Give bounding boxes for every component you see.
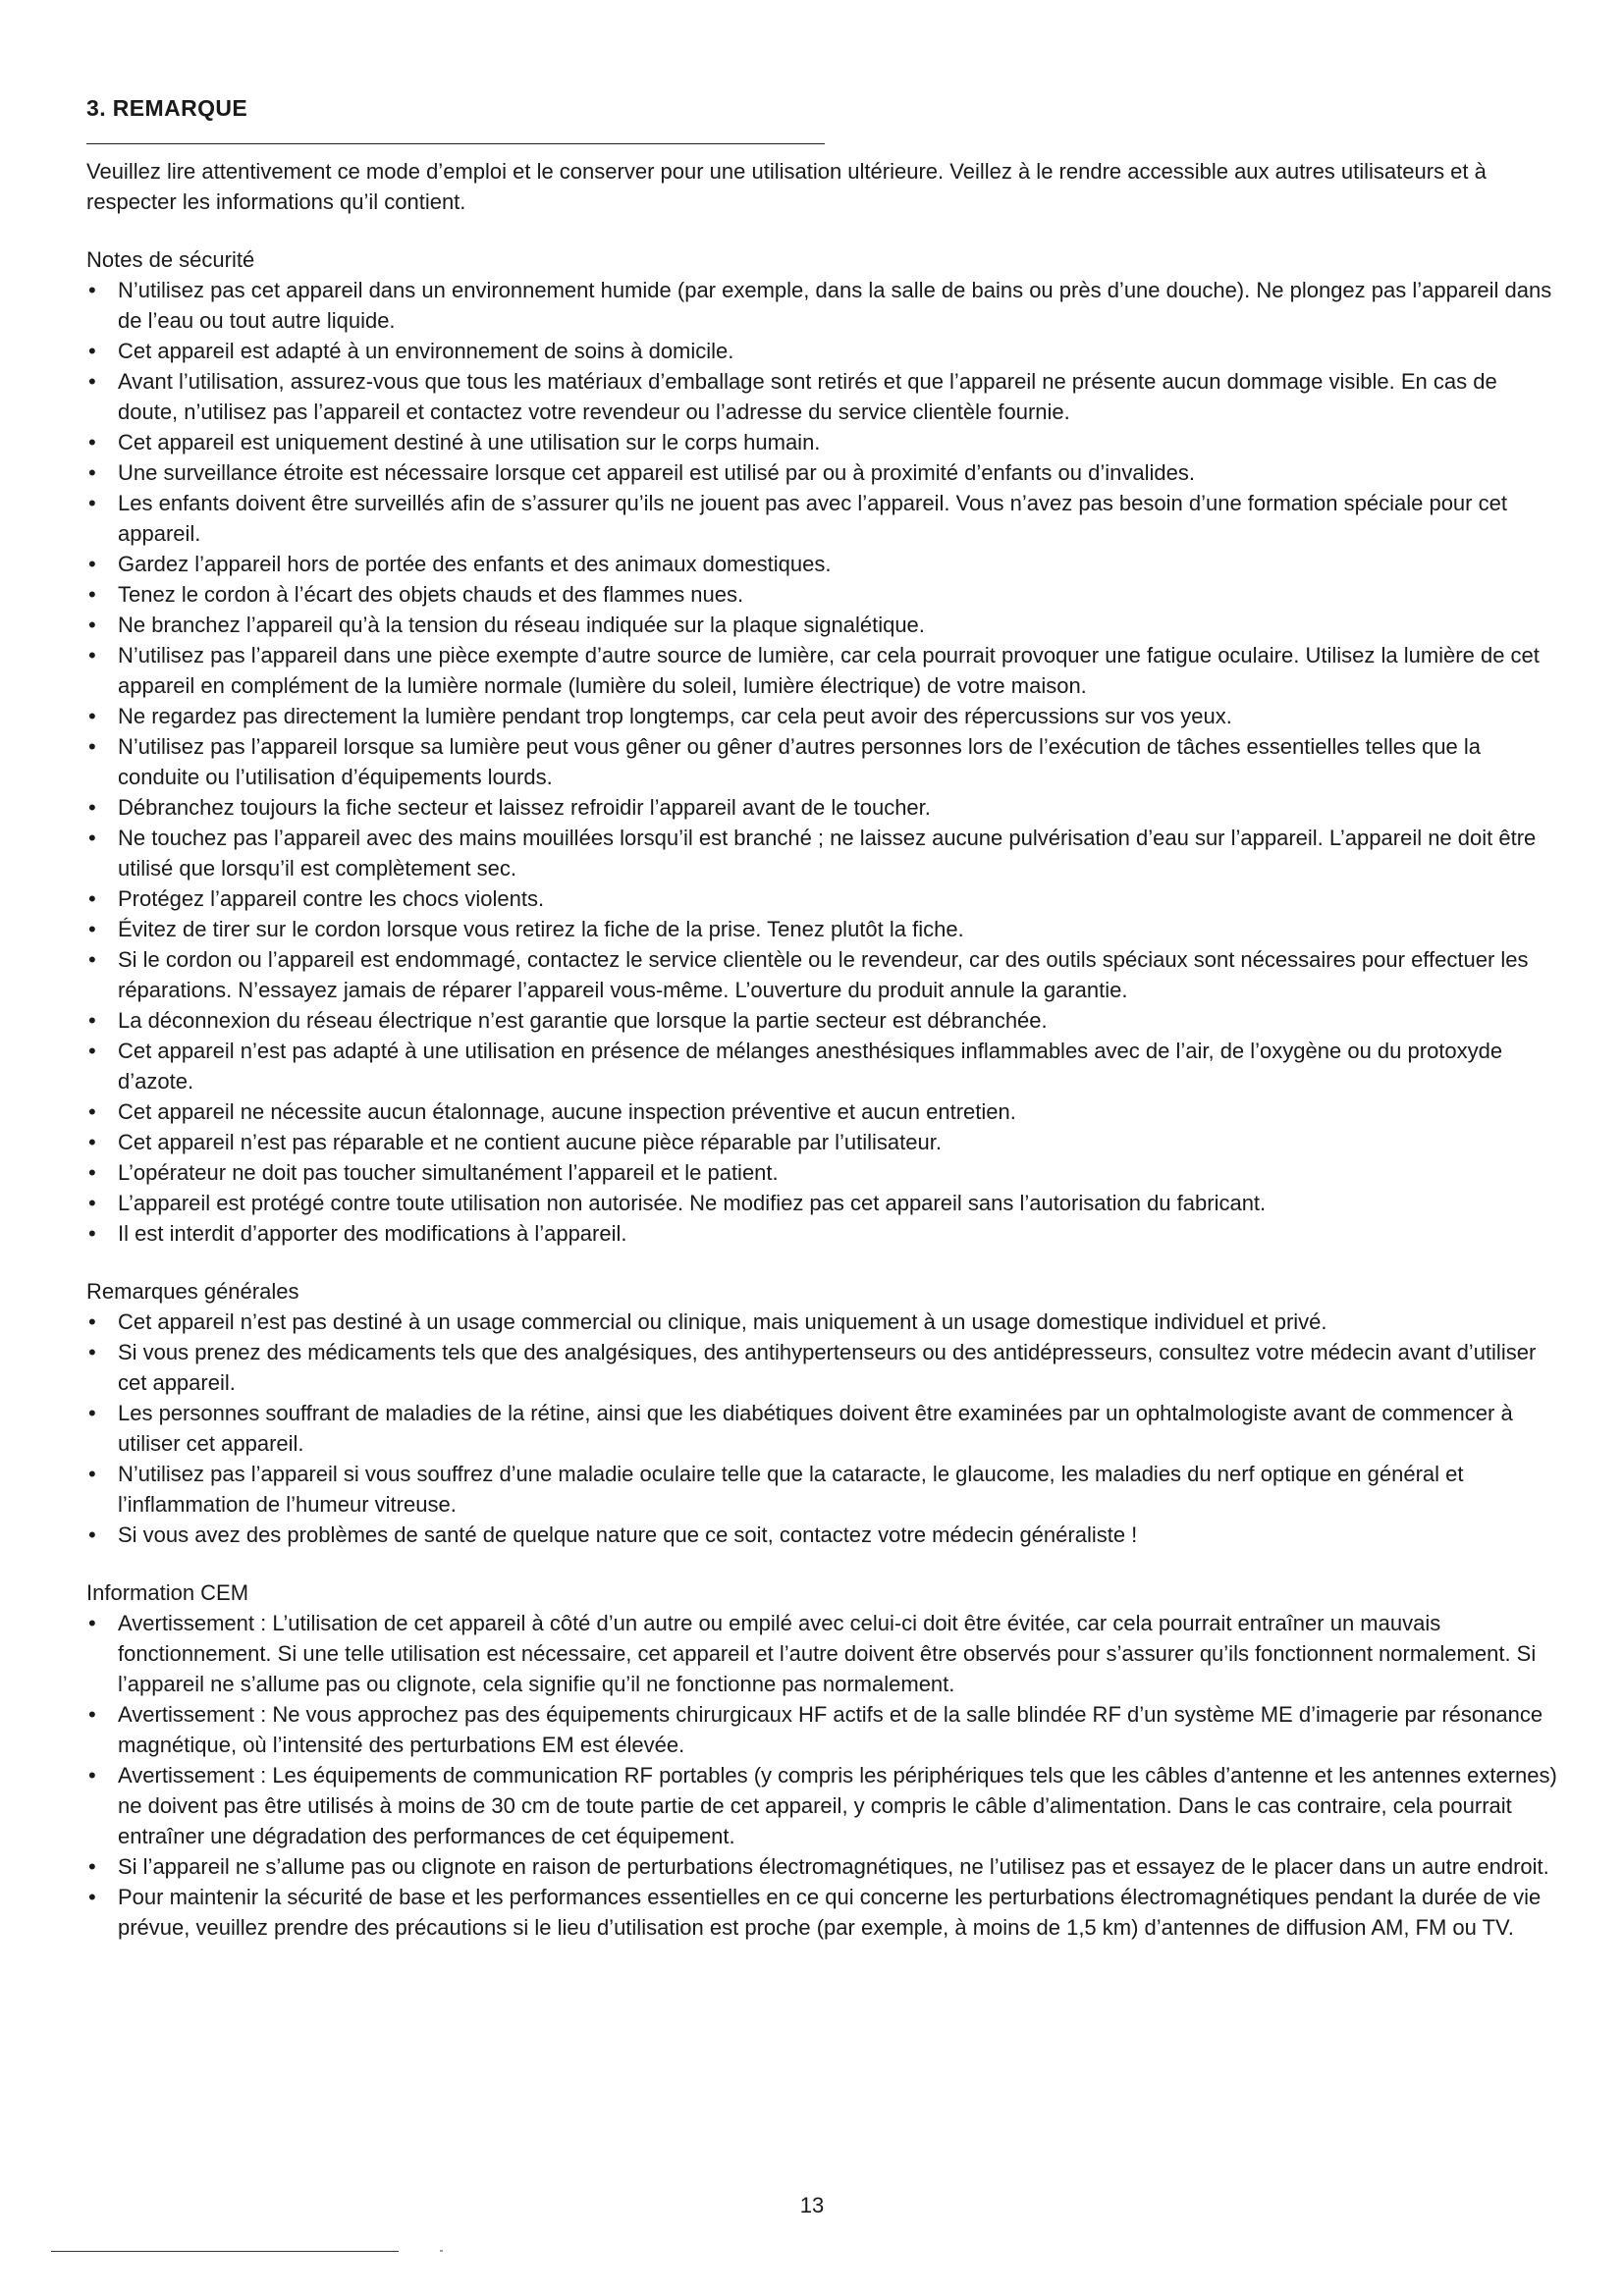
list-item: • Protégez l’appareil contre les chocs violents. (86, 883, 1559, 914)
bullet-list (86, 1608, 1559, 1943)
list-item: • Évitez de tirer sur le cordon lorsque vous retirez la fiche de la prise. Tenez plutôt la fiche. (86, 914, 1559, 944)
list-item: • Cet appareil ne nécessite aucun étalonnage, aucune inspection préventive et aucun entretien. (86, 1096, 1559, 1127)
list-item: • Ne branchez l’appareil qu’à la tension du réseau indiquée sur la plaque signalétique. (86, 610, 1559, 640)
list-item: • Les personnes souffrant de maladies de la rétine, ainsi que les diabétiques doivent être examinées par un ophtalmologiste avant de commencer à utiliser cet appareil. (86, 1398, 1559, 1459)
list-item: • Cet appareil est adapté à un environnement de soins à domicile. (86, 336, 1559, 366)
list-item: • Avertissement : Les équipements de communication RF portables (y compris les périphériques tels que les câbles d’antenne et les antennes externes) ne doivent pas être utilisés à moins de 30 cm de toute partie de cet appareil, y compris le câble d’alimentation. Dans le cas contraire, cela pourrait entraîner une dégradation des performances de cet équipement. (86, 1760, 1559, 1851)
list-item: • Débranchez toujours la fiche secteur et laissez refroidir l’appareil avant de le toucher. (86, 792, 1559, 823)
list-item: • Si vous prenez des médicaments tels que des analgésiques, des antihypertenseurs ou des antidépresseurs, consultez votre médecin avant d’utiliser cet appareil. (86, 1337, 1559, 1398)
section-safety-notes (86, 244, 1559, 1249)
bullet-list (86, 275, 1559, 1249)
list-item: • Si l’appareil ne s’allume pas ou clignote en raison de perturbations électromagnétiques, ne l’utilisez pas et essayez de le placer dans un autre endroit. (86, 1851, 1559, 1882)
list-item: • La déconnexion du réseau électrique n’est garantie que lorsque la partie secteur est débranchée. (86, 1005, 1559, 1036)
list-item: • Ne regardez pas directement la lumière pendant trop longtemps, car cela peut avoir des répercussions sur vos yeux. (86, 701, 1559, 731)
footer-mark (440, 2250, 443, 2252)
list-item: • Les enfants doivent être surveillés afin de s’assurer qu’ils ne jouent pas avec l’appareil. Vous n’avez pas besoin d’une formation spéciale pour cet appareil. (86, 488, 1559, 549)
section-heading: 3. REMARQUE (86, 95, 248, 121)
list-item: • Gardez l’appareil hors de portée des enfants et des animaux domestiques. (86, 549, 1559, 579)
list-item: • Si vous avez des problèmes de santé de quelque nature que ce soit, contactez votre médecin généraliste ! (86, 1520, 1559, 1550)
list-item: • Cet appareil n’est pas adapté à une utilisation en présence de mélanges anesthésiques inflammables avec de l’air, de l’oxygène ou du protoxyde d’azote. (86, 1036, 1559, 1096)
list-item: • N’utilisez pas l’appareil lorsque sa lumière peut vous gêner ou gêner d’autres personnes lors de l’exécution de tâches essentielles telles que la conduite ou l’utilisation d’équipements lourds. (86, 731, 1559, 792)
list-item: • Avertissement : Ne vous approchez pas des équipements chirurgicaux HF actifs et de la salle blindée RF d’un système ME d’imagerie par résonance magnétique, où l’intensité des perturbations EM est élevée. (86, 1699, 1559, 1760)
section-title: Remarques générales (86, 1279, 299, 1304)
list-item: • Avertissement : L’utilisation de cet appareil à côté d’un autre ou empilé avec celui-ci doit être évitée, car cela pourrait entraîner un mauvais fonctionnement. Si une telle utilisation est nécessaire, cet appareil et l’autre doivent être observés pour s’assurer qu’ils fonctionnent normalement. Si l’appareil ne s’allume pas ou clignote, cela signifie qu’il ne fonctionne pas normalement. (86, 1608, 1559, 1699)
section-general-remarks (86, 1276, 1559, 1550)
list-item: • Une surveillance étroite est nécessaire lorsque cet appareil est utilisé par ou à proximité d’enfants ou d’invalides. (86, 457, 1559, 488)
list-item: • Pour maintenir la sécurité de base et les performances essentielles en ce qui concerne les perturbations électromagnétiques pendant la durée de vie prévue, veuillez prendre des précautions si le lieu d’utilisation est proche (par exemple, à moins de 1,5 km) d’antennes de diffusion AM, FM ou TV. (86, 1882, 1559, 1943)
document-page (86, 94, 1559, 1943)
intro-paragraph: Veuillez lire attentivement ce mode d’emploi et le conserver pour une utilisation ultérieure. Veillez à le rendre accessible aux autres utilisateurs et à respecter les informations qu’il contient. (86, 159, 1487, 214)
list-item: • Tenez le cordon à l’écart des objets chauds et des flammes nues. (86, 579, 1559, 610)
list-item: • N’utilisez pas cet appareil dans un environnement humide (par exemple, dans la salle de bains ou près d’une douche). Ne plongez pas l’appareil dans de l’eau ou tout autre liquide. (86, 275, 1559, 336)
list-item: • Cet appareil n’est pas destiné à un usage commercial ou clinique, mais uniquement à un usage domestique individuel et privé. (86, 1307, 1559, 1337)
list-item: • Ne touchez pas l’appareil avec des mains mouillées lorsqu’il est branché ; ne laissez aucune pulvérisation d’eau sur l’appareil. L’appareil ne doit être utilisé que lorsqu’il est complètement sec. (86, 823, 1559, 883)
list-item: • Cet appareil n’est pas réparable et ne contient aucune pièce réparable par l’utilisateur. (86, 1127, 1559, 1157)
bullet-list (86, 1307, 1559, 1550)
list-item: • N’utilisez pas l’appareil si vous souffrez d’une maladie oculaire telle que la cataracte, le glaucome, les maladies du nerf optique en général et l’inflammation de l’humeur vitreuse. (86, 1459, 1559, 1520)
section-title: Notes de sécurité (86, 247, 255, 272)
section-title: Information CEM (86, 1580, 249, 1605)
list-item: • Il est interdit d’apporter des modifications à l’appareil. (86, 1218, 1559, 1249)
list-item: • N’utilisez pas l’appareil dans une pièce exempte d’autre source de lumière, car cela pourrait provoquer une fatigue oculaire. Utilisez la lumière de cet appareil en complément de la lumière normale (lumière du soleil, lumière électrique) de votre maison. (86, 640, 1559, 701)
heading-underline (86, 143, 825, 144)
footer-rule (51, 2251, 399, 2252)
list-item: • Cet appareil est uniquement destiné à une utilisation sur le corps humain. (86, 427, 1559, 457)
list-item: • L’opérateur ne doit pas toucher simultanément l’appareil et le patient. (86, 1157, 1559, 1188)
section-emc-information (86, 1577, 1559, 1943)
list-item: • Si le cordon ou l’appareil est endommagé, contactez le service clientèle ou le revendeur, car des outils spéciaux sont nécessaires pour effectuer les réparations. N’essayez jamais de réparer l’appareil vous-même. L’ouverture du produit annule la garantie. (86, 944, 1559, 1005)
list-item: • L’appareil est protégé contre toute utilisation non autorisée. Ne modifiez pas cet appareil sans l’autorisation du fabricant. (86, 1188, 1559, 1218)
page-number: 13 (799, 2193, 825, 2217)
list-item: • Avant l’utilisation, assurez-vous que tous les matériaux d’emballage sont retirés et que l’appareil ne présente aucun dommage visible. En cas de doute, n’utilisez pas l’appareil et contactez votre revendeur ou l’adresse du service clientèle fournie. (86, 366, 1559, 427)
